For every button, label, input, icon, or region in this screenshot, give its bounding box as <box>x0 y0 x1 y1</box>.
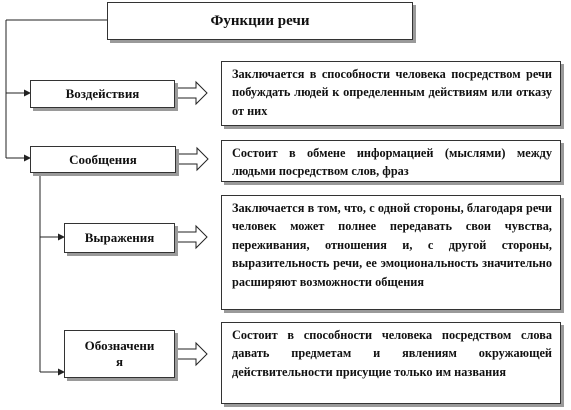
block-arrow-message <box>176 148 208 170</box>
block-arrow-designation <box>175 343 207 365</box>
desc-designation: Состоит в способности человека посредством слова давать предметам и явлениям окружающей действительности присущие только им названия <box>221 322 561 404</box>
diagram-title: Функции речи <box>107 2 413 40</box>
desc-message: Состоит в обмене информацией (мыслями) между людьми посредством слов, фраз <box>221 140 561 182</box>
block-arrow-impact <box>175 82 207 104</box>
node-designation-label-line1: Обозначени <box>84 338 155 353</box>
node-impact: Воздействия <box>30 80 175 108</box>
block-arrow-expression <box>175 226 207 248</box>
node-expression: Выражения <box>64 223 175 253</box>
desc-impact: Заключается в способности человека посредством речи побуждать людей к определенным действиям или отказу от них <box>221 61 561 126</box>
node-designation <box>64 330 175 378</box>
desc-expression: Заключается в том, что, с одной стороны, благодаря речи человек может полнее передавать свои чувства, переживания, отношения и, с другой стороны, выразительность речи, ее эмоциональность значительно расширяют возможности общения <box>221 195 561 310</box>
node-message: Сообщения <box>30 146 176 173</box>
node-designation-label-line2: я <box>115 354 124 369</box>
